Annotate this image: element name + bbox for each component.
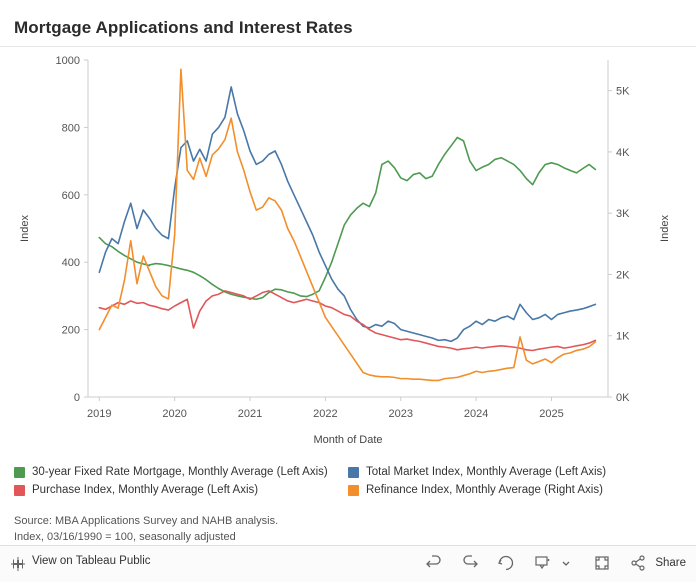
legend-item[interactable] [14,466,348,478]
svg-text:0: 0 [73,392,80,404]
redo-icon[interactable] [459,552,481,574]
page-title: Mortgage Applications and Interest Rates [14,18,353,37]
pause-auto-updates-icon[interactable] [531,552,553,574]
svg-text:2K: 2K [616,269,630,282]
view-on-tableau-public-link[interactable]: View on Tableau Public [32,555,151,567]
legend-item[interactable] [348,466,682,478]
svg-text:1K: 1K [616,330,630,343]
svg-text:800: 800 [61,122,80,135]
svg-text:200: 200 [61,324,80,337]
svg-text:4K: 4K [616,146,630,159]
legend-item[interactable] [14,484,348,496]
svg-text:Index: Index [19,215,31,242]
legend-swatch-icon [348,485,359,496]
legend-label: Refinance Index, Monthly Average (Right Axis) [366,484,603,496]
chart-legend [14,466,682,502]
line-chart [0,52,696,452]
svg-text:5K: 5K [616,85,630,98]
svg-text:400: 400 [61,257,80,270]
title-divider [0,46,696,47]
svg-text:Month of Date: Month of Date [313,434,383,446]
undo-icon[interactable] [423,552,445,574]
chevron-down-icon[interactable] [555,552,577,574]
chart-area [0,52,696,452]
legend-label: 30-year Fixed Rate Mortgage, Monthly Average (Left Axis) [32,466,328,478]
svg-text:2020: 2020 [162,408,187,420]
tableau-logo-icon [10,556,26,572]
revert-icon[interactable] [495,552,517,574]
legend-label: Purchase Index, Monthly Average (Left Axis) [32,484,259,496]
svg-text:0K: 0K [616,392,630,404]
source-line-2: Index, 03/16/1990 = 100, seasonally adjusted [14,531,236,543]
legend-swatch-icon [14,485,25,496]
legend-label: Total Market Index, Monthly Average (Left Axis) [366,466,607,478]
legend-swatch-icon [14,467,25,478]
legend-swatch-icon [348,467,359,478]
svg-text:2019: 2019 [87,408,112,420]
source-note [14,513,278,545]
svg-text:2021: 2021 [237,408,263,420]
source-line-1: Source: MBA Applications Survey and NAHB analysis. [14,515,279,527]
svg-text:Index: Index [659,215,671,242]
share-icon[interactable] [627,552,649,574]
tableau-footer [0,545,696,582]
svg-text:2024: 2024 [463,408,489,420]
svg-text:1000: 1000 [55,55,80,67]
legend-item[interactable] [348,484,682,496]
share-label[interactable]: Share [655,557,686,569]
svg-text:2023: 2023 [388,408,413,420]
svg-text:3K: 3K [616,208,630,221]
svg-text:600: 600 [61,189,80,202]
svg-text:2022: 2022 [313,408,338,420]
footer-toolbar [423,552,686,574]
fullscreen-icon[interactable] [591,552,613,574]
svg-text:2025: 2025 [539,408,564,420]
